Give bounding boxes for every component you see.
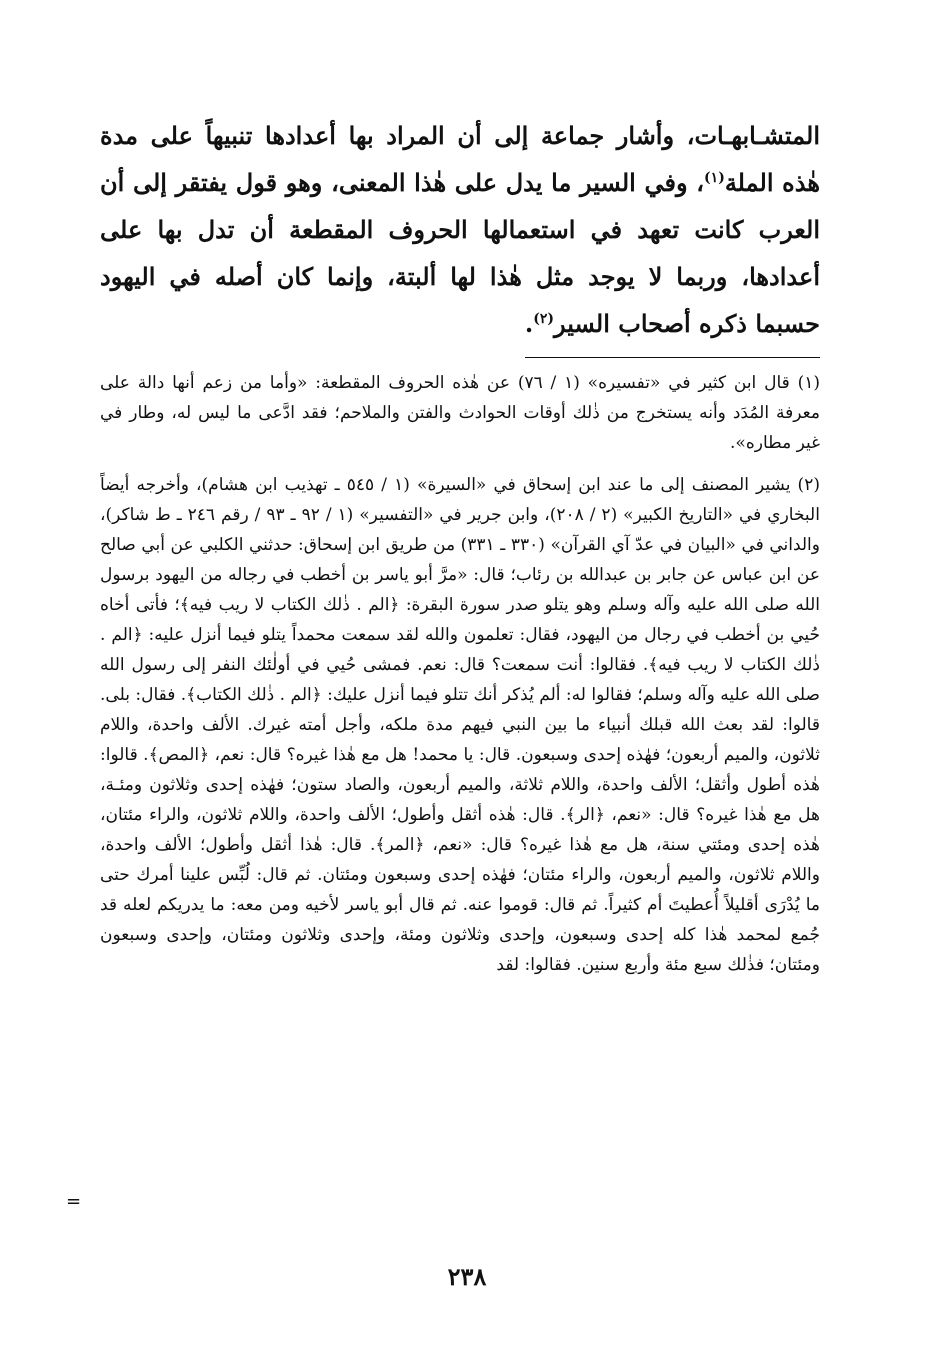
footnote-1: (١) قال ابن كثير في «تفسيره» (١ / ٧٦) عن هٰذه الحروف المقطعة: «وأما من زعم أنها دالة على معرفة المُدَد وأنه يستخرج من ذٰلك أوقات الحوادث والفتن والملاحم؛ فقد ادَّعى ما ليس له، وطار في غير مطاره». bbox=[100, 373, 820, 453]
main-text-part3: . bbox=[524, 309, 534, 338]
footnotes bbox=[100, 368, 820, 980]
footnote-2: (٢) يشير المصنف إلى ما عند ابن إسحاق في «السيرة» (١ / ٥٤٥ ـ تهذيب ابن هشام)، وأخرجه أيضاً البخاري في «التاريخ الكبير» (٢ / ٢٠٨)، وابن جرير في «التفسير» (١ / ٩٢ ـ ٩٣ / رقم ٢٤٦ ـ ط شاكر)، والداني في «البيان في عدّ آي القرآن» (٣٣٠ ـ ٣٣١) من طريق ابن إسحاق: حدثني الكلبي عن أبي صالح عن ابن عباس عن جابر بن عبدالله بن رئاب؛ قال: «مرَّ أبو ياسر بن أخطب في رجاله من اليهود برسول الله صلى الله عليه وآله وسلم وهو يتلو صدر سورة البقرة: ﴿الم . ذٰلك الكتاب لا ريب فيه﴾؛ فأتى أخاه حُيي بن أخطب في رجال من اليهود، فقال: تعلمون والله لقد سمعت محمداً يتلو فيما أنزل عليه: ﴿الم . ذٰلك الكتاب لا ريب فيه﴾. فقالوا: أنت سمعت؟ قال: نعم. فمشى حُيي في أولٰئك النفر إلى رسول الله صلى الله عليه وآله وسلم؛ فقالوا له: ألم يُذكر أنك تتلو فيما أنزل عليك: ﴿الم . ذٰلك الكتاب﴾. فقال: بلى. قالوا: لقد بعث الله قبلك أنبياء ما بين النبي فيهم مدة ملكه، وأجل أمته غيرك. الألف واحدة، واللام ثلاثون، والميم أربعون؛ فهٰذه إحدى وسبعون. قال: يا محمد! هل مع هٰذا غيره؟ قال: نعم، ﴿المص﴾. قالوا: هٰذه أطول وأثقل؛ الألف واحدة، واللام ثلاثة، والميم أربعون، والصاد ستون؛ فهٰذه إحدى وثلاثون ومئـة، هل مع هٰذا غيره؟ قال: «نعم، ﴿الر﴾. قال: هٰذه أثقل وأطول؛ الألف واحدة، واللام ثلاثون، والراء مئتان، هٰذه إحدى ومئتي سنة، هل مع هٰذا غيره؟ قال: «نعم، ﴿المر﴾. قال: هٰذا أثقل وأطول؛ الألف واحدة، واللام ثلاثون، والميم أربعون، والراء مئتان؛ فهٰذه إحدى وسبعون ومئتان. ثم قال: لُبِّس علينا أمرك حتى ما يُدْرَى أقليلاً أُعطيتَ أم كثيراً. ثم قال: قوموا عنه. ثم قال أبو ياسر لأخيه ومن معه: ما يدريكم لعله قد جُمع لمحمد هٰذا كله إحدى وسبعون، وإحدى وثلاثون ومئة، وإحدى وثلاثون ومئتان، وإحدى وسبعون ومئتان؛ فذٰلك سبع مئة وأربع سنين. فقالوا: لقد bbox=[100, 475, 820, 975]
page-number: ٢٣٨ bbox=[447, 1262, 487, 1291]
continuation-mark: = bbox=[66, 1191, 82, 1212]
footnote-ref-2: (٢) bbox=[533, 311, 554, 327]
page-body bbox=[100, 112, 820, 980]
footnote-separator bbox=[525, 357, 820, 358]
footnote-ref-1: (١) bbox=[704, 170, 725, 186]
main-text bbox=[100, 112, 820, 347]
main-text-part2: ، وفي السير ما يدل على هٰذا المعنى، وهو قول يفتقر إلى أن العرب كانت تعهد في استعمالها الحروف المقطعة أن تدل بها على أعدادها، وربما لا يوجد مثل هٰذا لها ألبتة، وإنما كان أصله في اليهود حسبما ذكره أصحاب السير bbox=[100, 168, 820, 338]
main-paragraph bbox=[100, 112, 820, 347]
main-text-part1: المتشـابهـات، وأشار جماعة إلى أن المراد بها أعدادها تنبيهاً على مدة هٰذه الملة bbox=[100, 121, 820, 197]
